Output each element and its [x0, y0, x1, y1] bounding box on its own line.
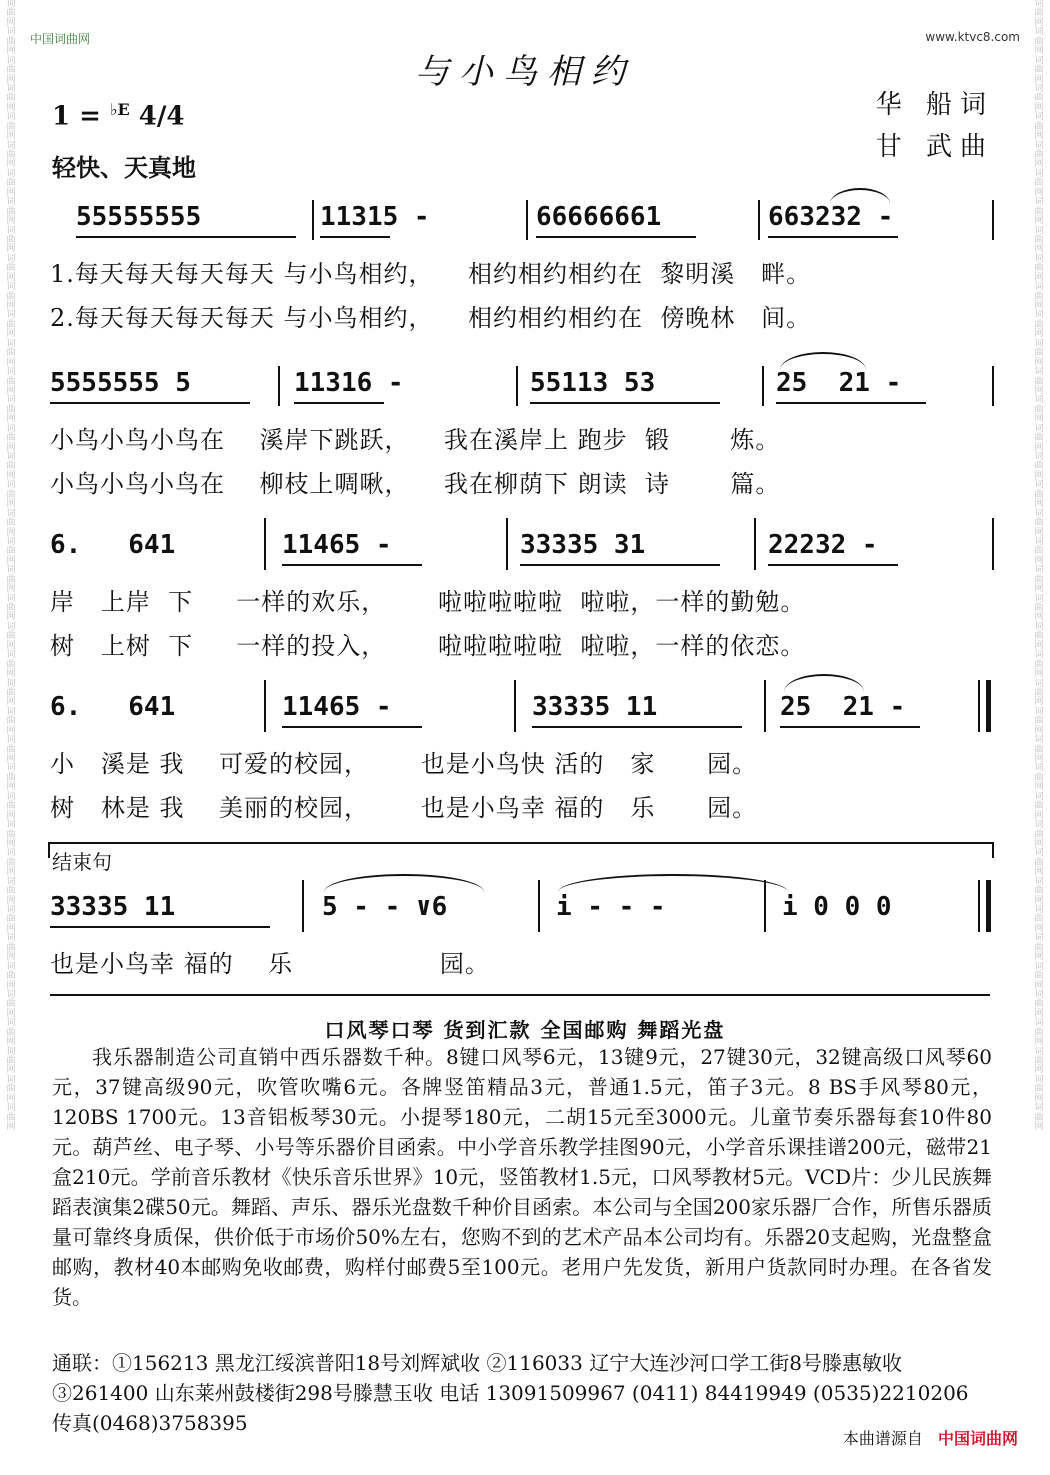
lyric-verse-1: 1.每天每天每天每天 与小鸟相约， 相约相约相约在 黎明溪 畔。: [50, 260, 812, 288]
measure-4: 22232 -: [768, 530, 878, 560]
barline: [278, 366, 280, 406]
barline: [992, 366, 994, 406]
barline: [506, 518, 508, 570]
ending-row: [50, 886, 1000, 986]
barline: [992, 200, 994, 240]
measure-2: 11465 -: [282, 530, 392, 560]
beam: [50, 926, 270, 928]
beam: [76, 236, 296, 238]
lyric-verse-1: 岸 上岸 下 一样的欢乐， 啦啦啦啦啦 啦啦，一样的勤勉。: [50, 588, 806, 616]
barline: [526, 200, 528, 240]
beam: [520, 564, 720, 566]
beam: [776, 402, 926, 404]
ending-bracket: [48, 842, 994, 858]
beam: [320, 236, 390, 238]
footer-source: [843, 1426, 1018, 1449]
score-row-3: [50, 524, 1000, 674]
barline: [264, 680, 266, 732]
left-watermark-strip: 词 曲 网 词 曲 网 词 曲 网 词 曲 网 词 曲 网 词 曲 网 词 曲 网 词 曲 网 词 曲 网 词 曲 网 词 曲 网 词 曲 网 词 曲 网 词 曲 网 词 曲 网 词 曲 网 词 曲 网 词 曲 网 词 曲 网 词 曲 网 词 曲 网 词 曲 网 词 曲 网 词 曲 网 词 曲 网 词 曲 网 词 曲 网 词 曲 网 词 曲 网 词 曲 网 词 曲 网 词 曲 网 词 曲 网 词 曲 网 词 曲 网 词 曲 网 词 曲 网 词 曲 网 词 曲 网 词 曲 网: [6, 0, 16, 1133]
ad-title: 口风琴口琴 货到汇款 全国邮购 舞蹈光盘: [324, 1018, 726, 1042]
barline: [264, 518, 266, 570]
beam: [50, 402, 250, 404]
beam: [768, 564, 898, 566]
score-row-1: [50, 196, 1000, 346]
beam: [282, 564, 422, 566]
measure-3: 33335 31: [520, 530, 646, 560]
barline: [514, 680, 516, 732]
beam: [530, 402, 720, 404]
ending-measure-2: 5 - - ∨6: [322, 892, 448, 922]
ending-measure-1: 33335 11: [50, 892, 176, 922]
beam: [294, 402, 384, 404]
score-row-4: [50, 686, 1000, 836]
right-watermark-strip: 词 曲 网 词 曲 网 词 曲 网 词 曲 网 词 曲 网 词 曲 网 词 曲 网 词 曲 网 词 曲 网 词 曲 网 词 曲 网 词 曲 网 词 曲 网 词 曲 网 词 曲 网 词 曲 网 词 曲 网 词 曲 网 词 曲 网 词 曲 网 词 曲 网 词 曲 网 词 曲 网 词 曲 网 词 曲 网 词 曲 网 词 曲 网 词 曲 网 词 曲 网 词 曲 网 词 曲 网 词 曲 网 词 曲 网 词 曲 网 词 曲 网 词 曲 网 词 曲 网 词 曲 网 词 曲 网 词 曲 网: [1034, 0, 1044, 1133]
tie: [558, 874, 788, 892]
barline: [978, 880, 980, 932]
barline: [758, 200, 760, 240]
header-site-left[interactable]: 中国词曲网: [30, 32, 91, 46]
barline: [978, 680, 980, 732]
beam: [532, 726, 742, 728]
footer-source-brand[interactable]: 中国词曲网: [937, 1429, 1018, 1448]
measure-1: 5555555 5: [50, 368, 191, 398]
barline: [754, 518, 756, 570]
lyric-verse-2: 树 上树 下 一样的投入， 啦啦啦啦啦 啦啦，一样的依恋。: [50, 632, 806, 660]
composer: 甘 武曲: [875, 132, 994, 162]
slur: [780, 352, 866, 370]
measure-3: 66666661: [536, 202, 662, 232]
final-barline: [986, 880, 991, 932]
key-signature: 1 = $^{♭E}$ 4/4: [52, 100, 185, 132]
lyricist: 华 船词: [875, 90, 994, 120]
section-divider: [50, 994, 990, 996]
measure-3: 33335 11: [532, 692, 658, 722]
barline: [764, 680, 766, 732]
measure-4: 663232 -: [768, 202, 894, 232]
ad-body: 我乐器制造公司直销中西乐器数千种。8键口风琴6元，13键9元，27键30元，32键高级口风琴60元，37键高级90元，吹管吹嘴6元。各牌竖笛精品3元，普通1.5元，笛子3元。8 BS手风琴80元，120BS 1700元。13音铝板琴30元。小提琴180元，二胡15元至3000元。儿童节奏乐器每套10件80元。葫芦丝、电子琴、小号等乐器价目函索。中小学音乐教学挂图90元，小学音乐课挂谱200元，磁带21盒210元。学前音乐教材《快乐音乐世界》10元，竖笛教材1.5元，口风琴教材5元。VCD片：少儿民族舞蹈表演集2碟50元。舞蹈、声乐、器乐光盘数千种价目函索。本公司与全国200家乐器厂合作，所售乐器质量可靠终身质保，供价低于市场价50%左右，您购不到的艺术产品本公司均有。乐器20支起购，光盘整盒邮购，教材40本邮购免收邮费，购样付邮费5至100元。老用户先发货，新用户货款同时办理。在各省发货。: [52, 1045, 992, 1309]
lyric-verse-2: 2.每天每天每天每天 与小鸟相约， 相约相约相约在 傍晚林 间。: [50, 304, 812, 332]
lyric-verse-2: 小鸟小鸟小鸟在 柳枝上啁啾， 我在柳荫下 朗读 诗 篇。: [50, 470, 781, 498]
tie: [324, 874, 484, 892]
score-row-2: [50, 362, 1000, 512]
barline: [302, 880, 304, 932]
lyric-verse-2: 树 林是 我 美丽的校园， 也是小鸟幸 福的 乐 园。: [50, 794, 758, 822]
credits: [876, 84, 994, 168]
barline: [762, 366, 764, 406]
tempo-marking: 轻快、天真地: [52, 154, 196, 182]
beam: [536, 236, 696, 238]
barline: [992, 518, 994, 570]
lyric-verse-1: 小鸟小鸟小鸟在 溪岸下跳跃， 我在溪岸上 跑步 锻 炼。: [50, 426, 781, 454]
song-title: 与小鸟相约: [415, 52, 635, 92]
barline: [516, 366, 518, 406]
header-site-right[interactable]: www.ktvc8.com: [925, 30, 1020, 44]
measure-3: 55113 53: [530, 368, 656, 398]
measure-1: 6. 641: [50, 530, 176, 560]
measure-4: 25 21 -: [780, 692, 906, 722]
measure-2: 11465 -: [282, 692, 392, 722]
repeat-barline: [986, 680, 991, 732]
ending-measure-3: i - - -: [556, 892, 666, 922]
beam: [780, 726, 920, 728]
measure-2: 11316 -: [294, 368, 404, 398]
barline: [312, 200, 314, 240]
ending-label: 结束句: [52, 850, 112, 874]
slur: [784, 674, 864, 692]
ending-lyric: 也是小鸟幸 福的 乐 园。: [50, 950, 490, 978]
ending-measure-4: i 0 0 0: [782, 892, 892, 922]
measure-1: 6. 641: [50, 692, 176, 722]
measure-1: 55555555: [76, 202, 202, 232]
lyric-verse-1: 小 溪是 我 可爱的校园， 也是小鸟快 活的 家 园。: [50, 750, 758, 778]
measure-4: 25 21 -: [776, 368, 902, 398]
footer-source-label: 本曲谱源自: [842, 1429, 923, 1448]
slur: [830, 188, 890, 204]
ad-contact: 通联：①156213 黑龙江绥滨普阳18号刘辉斌收 ②116033 辽宁大连沙河口学工街8号滕惠敏收 ③261400 山东莱州鼓楼街298号滕慧玉收 电话 13091509967 (0411) 84419949 (0535)2210206 传真(0468)3758395: [52, 1351, 969, 1435]
measure-2: 11315 -: [320, 202, 430, 232]
beam: [282, 726, 422, 728]
beam: [768, 236, 898, 238]
barline: [538, 880, 540, 932]
